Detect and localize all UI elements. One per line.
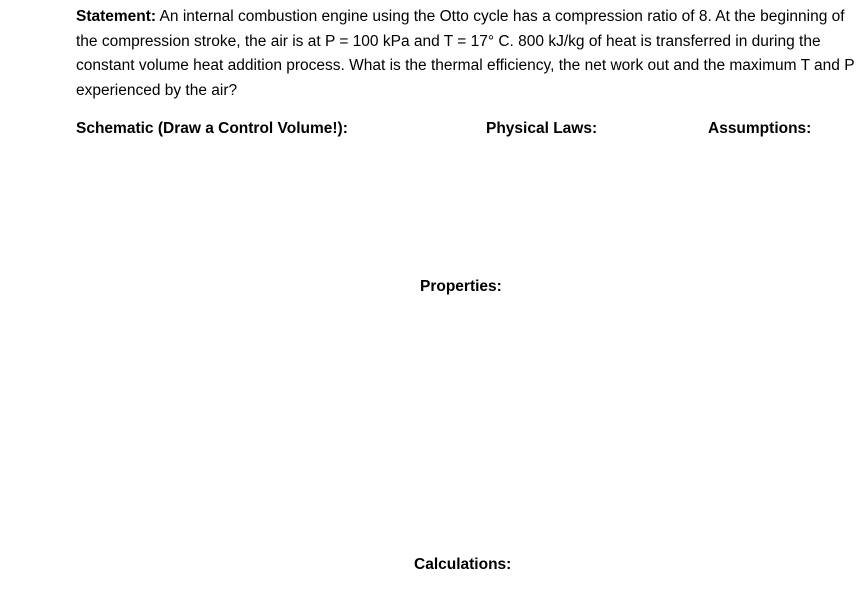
schematic-heading: Schematic (Draw a Control Volume!):: [76, 120, 348, 137]
statement-label: Statement:: [76, 8, 157, 25]
calculations-heading: Calculations:: [414, 556, 512, 573]
properties-heading: Properties:: [420, 278, 502, 295]
physical-laws-heading: Physical Laws:: [486, 120, 598, 137]
problem-statement: [76, 5, 856, 103]
statement-text: An internal combustion engine using the Otto cycle has a compression ratio of 8. At the beginning of the compression stroke, the air is at P = 100 kPa and T = 17° C. 800 kJ/kg of heat is transferred in during the constant volume heat addition process. What is the thermal efficiency, the net work out and the maximum T and P experienced by the air?: [76, 8, 855, 99]
assumptions-heading: Assumptions:: [708, 120, 812, 137]
